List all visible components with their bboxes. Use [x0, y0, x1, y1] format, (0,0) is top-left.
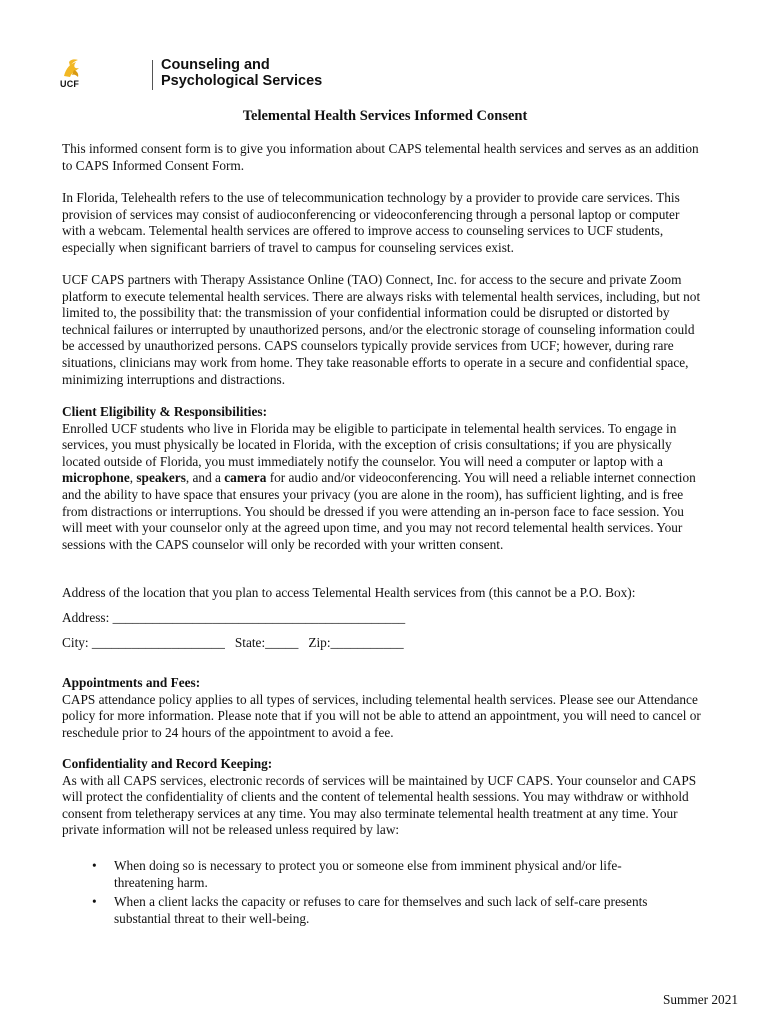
eligibility-text-a: Enrolled UCF students who live in Florida may be eligible to participate in telemental health services. To engage in services, you must physically be located in Florida, with the exception of crisis consultations; if you are physically located outside of Florida, you must immediately notify the counselor. You will need a computer or laptop with a — [62, 420, 677, 469]
confidentiality-section — [62, 756, 702, 839]
list-item-text: When doing so is necessary to protect you or someone else from imminent physical and/or life- threatening harm. — [114, 858, 622, 890]
speakers-term: speakers — [136, 470, 186, 486]
department-name-line2: Psychological Services — [161, 72, 323, 89]
appointments-heading: Appointments and Fees: — [62, 675, 201, 690]
list-item — [62, 894, 682, 927]
telehealth-definition-text: In Florida, Telehealth refers to the use of telecommunication technology by a provider to provide care services. This provision of services may consist of audioconferencing or videoconferencing through a personal laptop or computer with a webcam. Telemental health services are offered to improve access to counseling services to UCF students, especially when significant barriers of travel to campus for counseling services exist. — [62, 190, 680, 255]
department-name — [161, 58, 322, 89]
appointments-section — [62, 675, 702, 741]
city-state-zip-fields[interactable]: City: ____________________ State:_____ Zip:___________ — [62, 635, 404, 650]
confidentiality-heading: Confidentiality and Record Keeping: — [62, 756, 273, 771]
tao-partners-text: UCF CAPS partners with Therapy Assistance Online (TAO) Connect, Inc. for access to the secure and private Zoom platform to execute telemental health services. There are always risks with telemental health services, including, but not limited to, the possibility that: the transmission of your confidential information could be disrupted or distorted by technical failures or interrupted by unauthorized persons, and/or the electronic storage of counseling information could be accessed by unauthorized persons. CAPS counselors typically provide services from UCF; however, during rare situations, clinicians may work from home. They take reasonable efforts to operate in a secure and confidential space, minimizing interruptions and distractions. — [62, 272, 701, 387]
confidentiality-text: As with all CAPS services, electronic records of services will be maintained by UCF CAPS. Your counselor and CAPS will protect the confidentiality of clients and the content of telemental health sessions. You may withdraw or withhold consent from teletherapy services at any time. You may also terminate telemental health treatment at any time. Your private information will not be released unless required by law: — [62, 772, 697, 838]
eligibility-text-b: for audio and/or videoconferencing. You will need a reliable internet connection and the ability to have space that ensures your privacy (you are alone in the room), has sufficient lighting, and is free from distractions or interruptions. You should be dressed if you were attending an in-person face to face session. You will meet with your counselor only at the agreed upon time, and you may not record telemental health services. Your sessions with the CAPS counselor will only be recorded with your written consent. — [62, 470, 696, 552]
eligibility-heading: Client Eligibility & Responsibilities: — [62, 404, 268, 419]
address-prompt: Address of the location that you plan to access Telemental Health services from (this cannot be a P.O. Box): — [62, 585, 636, 600]
disclosure-exceptions-list — [62, 858, 682, 930]
document-title: Telemental Health Services Informed Consent — [242, 108, 528, 124]
logo-divider — [152, 60, 153, 90]
department-name-line1: Counseling and — [161, 57, 270, 73]
intro-text: This informed consent form is to give you information about CAPS telemental health services and serves as an addition to CAPS Informed Consent Form. — [62, 141, 699, 173]
ucf-wordmark: UCF — [60, 79, 80, 89]
eligibility-sep1: , — [129, 470, 137, 486]
appointments-text: CAPS attendance policy applies to all types of services, including telemental health services. Please see our Attendance policy for more information. Please note that if you will not be able to attend an appointment, you will need to cancel or reschedule prior to 24 hours of the appointment to avoid a fee. — [62, 691, 701, 740]
bullet-icon: • — [92, 894, 97, 910]
eligibility-text — [62, 421, 702, 554]
telehealth-definition-paragraph — [62, 190, 702, 256]
tao-partners-paragraph — [62, 272, 702, 388]
list-item — [62, 858, 682, 891]
bullet-icon: • — [92, 858, 97, 873]
list-item-text: When a client lacks the capacity or refuses to care for themselves and such lack of self-care presents substantial threat to their well-being. — [114, 894, 648, 926]
eligibility-sep2: , and a — [185, 470, 225, 486]
intro-paragraph — [62, 141, 702, 174]
eligibility-section — [62, 404, 702, 553]
footer-date: Summer 2021 — [663, 992, 738, 1007]
camera-term: camera — [224, 470, 267, 486]
address-field[interactable]: Address: ____________________________________________ — [62, 610, 406, 625]
microphone-term: microphone — [62, 470, 130, 486]
